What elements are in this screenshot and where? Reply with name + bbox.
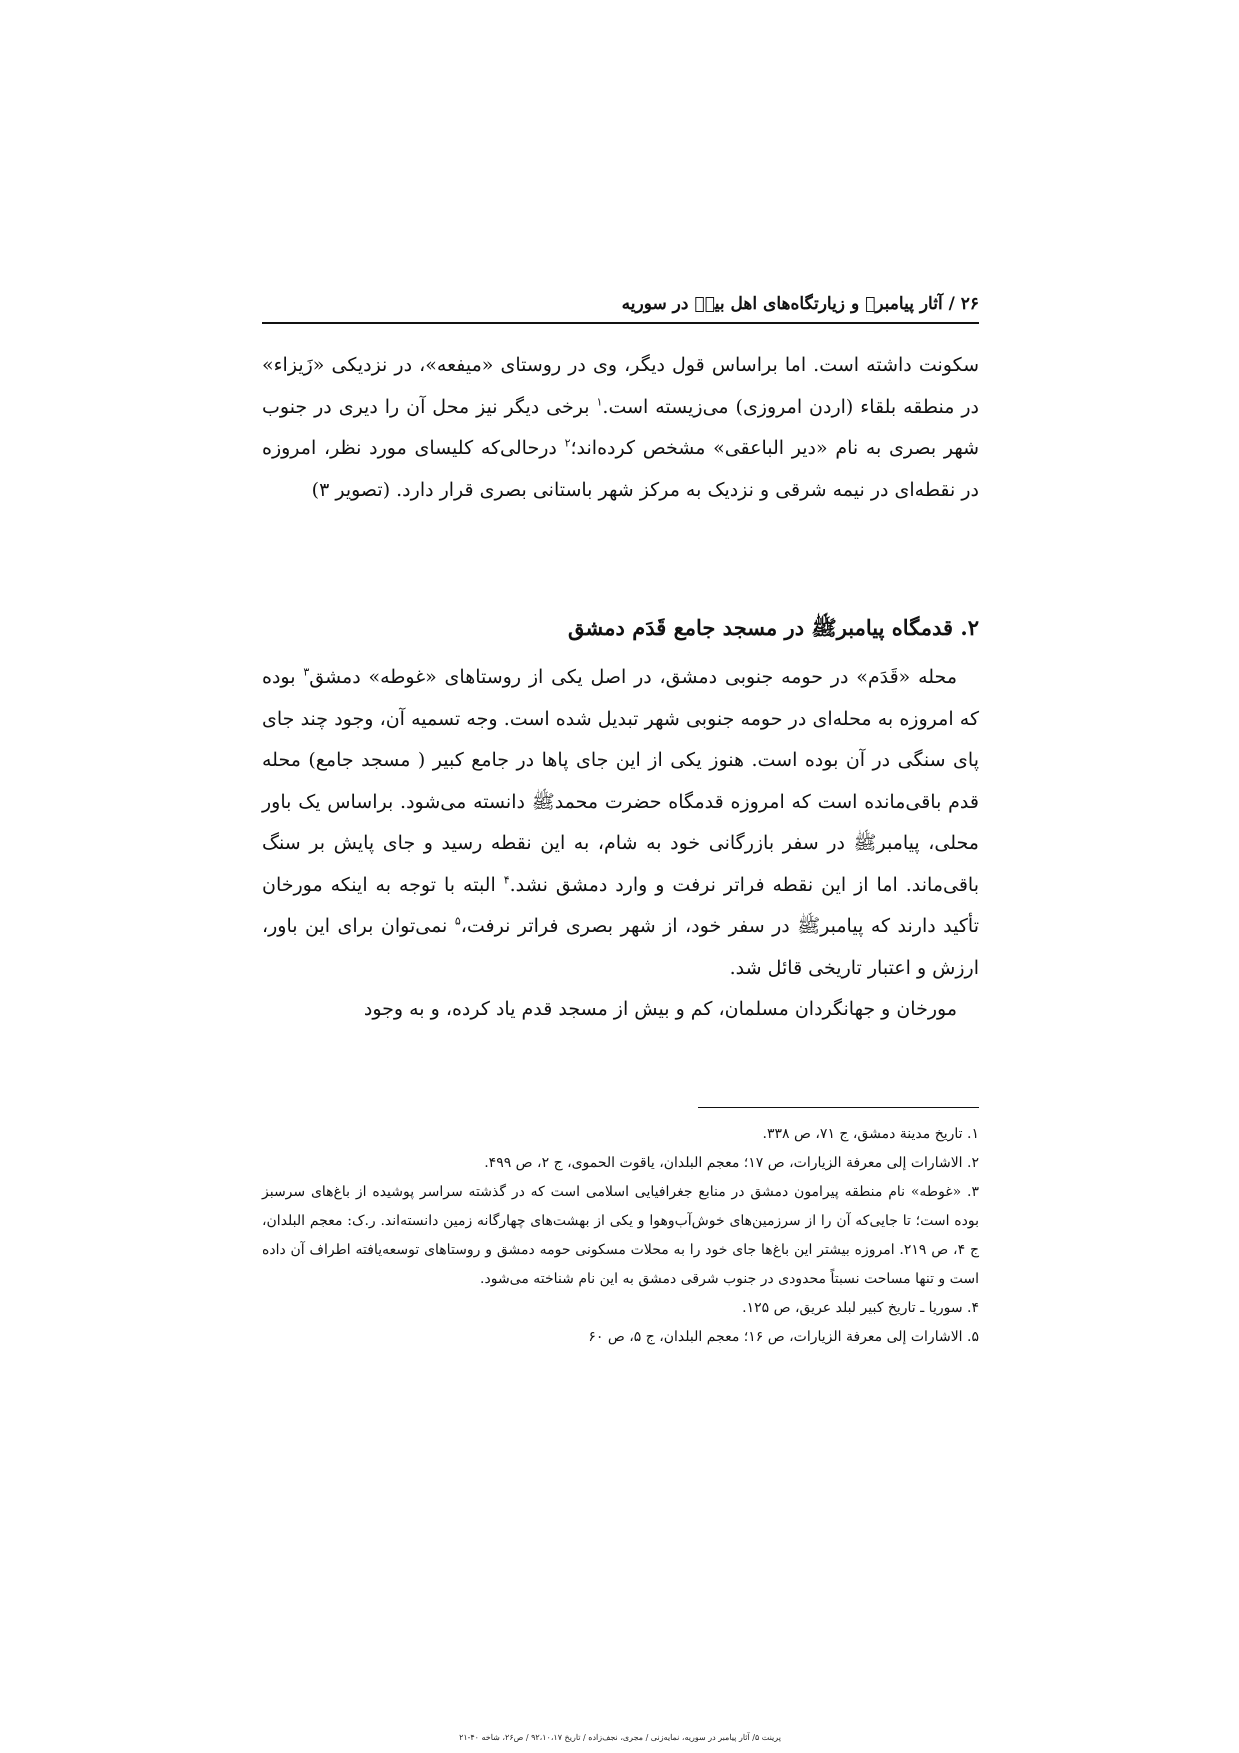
paragraph-3-text: مورخان و جهانگردان مسلمان، کم و بیش از مسجد قدم یاد کرده، و به وجود xyxy=(363,998,957,1020)
paragraph-3 xyxy=(262,989,979,1031)
footnote-2: ۲. الاشارات إلی معرفة الزیارات، ص ۱۷؛ معجم البلدان، یاقوت الحموی، ج ۲، ص ۴۹۹. xyxy=(484,1155,979,1171)
paragraph-1 xyxy=(262,345,979,511)
footnote-ref-4[interactable]: ۴ xyxy=(503,873,510,887)
body-paragraph xyxy=(262,345,979,511)
footnote-ref-3[interactable]: ۳ xyxy=(303,665,310,679)
footnote-1: ۱. تاریخ مدینة دمشق، ج ۷۱، ص ۳۳۸. xyxy=(762,1126,979,1142)
footnote-5: ۵. الاشارات إلی معرفة الزیارات، ص ۱۶؛ معجم البلدان، ج ۵، ص ۶۰ xyxy=(588,1329,979,1345)
paragraph-1-text-b: برخی دیگر نیز محل آن را دیری در جنوب شهر بصری به نام «دیر الباعقی» مشخص کرده‌اند؛ xyxy=(262,395,979,459)
paragraph-2-text-c: البته با توجه به اینکه مورخان تأکید دارند که پیامبرﷺ در سفر خود، از شهر بصری فراتر نرفت، xyxy=(262,873,979,937)
footnote-ref-1[interactable]: ۱ xyxy=(596,395,603,409)
footnotes xyxy=(262,1120,979,1352)
footnote-3: ۳. «غوطه» نام منطقه پیرامون دمشق در منابع جغرافیایی اسلامی است که در گذشته سراسر پوشیده از باغ‌های سرسبز بوده است؛ تا جایی‌که آن را از سرزمین‌های خوش‌آب‌وهوا و یکی از بهشت‌های چهارگانه زمین دانسته‌اند. ر.ک: معجم البلدان، ج ۴، ص ۲۱۹. امروزه بیشتر این باغ‌ها جای خود را به محلات مسکونی حومه دمشق و روستاهای توسعه‌یافته اطراف آن داده است و تنها مساحت نسبتاً محدودی در جنوب شرقی دمشق به این نام شناخته می‌شود. xyxy=(262,1184,979,1287)
paragraph-2-text-a: محله «قَدَم» در حومه جنوبی دمشق، در اصل یکی از روستاهای «غوطه» دمشق xyxy=(309,666,957,688)
section-heading: ۲. قدمگاه پیامبرﷺ در مسجد جامع قَدَم دمشق xyxy=(568,615,979,640)
running-head-text: ۲۶ / آثار پیامبرﷺ و زیارتگاه‌های اهل بیتؑ در سوریه xyxy=(621,294,979,314)
paragraph-2 xyxy=(262,657,979,989)
footnote-divider xyxy=(698,1107,979,1108)
paragraph-2-text-b: بوده که امروزه به محله‌ای در حومه جنوبی شهر تبدیل شده است. وجه تسمیه آن، وجود چند جای پای سنگی در آن بوده است. هنوز یکی از این جای پاها در جامع کبیر ( مسجد جامع) محله قدم باقی‌مانده است که امروزه قدمگاه حضرت محمدﷺ دانسته می‌شود. براساس یک باور محلی، پیامبرﷺ در سفر بازرگانی خود به شام، به این نقطه رسید و جای پایش بر سنگ باقی‌ماند. اما از این نقطه فراتر نرفت و وارد دمشق نشد. xyxy=(262,666,979,896)
print-footer: پرینت ۵/ آثار پیامبر در سوریه، نمایه‌زنی / مجری، نجف‌زاده / تاریخ ۹۲،۱۰،۱۷ / ص۲۶، شاخه ۴۰-۲۱ xyxy=(459,1733,781,1742)
running-head xyxy=(262,292,979,324)
footnote-4: ۴. سوریا ـ تاریخ کبیر لبلد عریق، ص ۱۲۵. xyxy=(742,1300,979,1316)
paragraph-1-text-c: درحالی‌که کلیسای مورد نظر، امروزه در نقطه‌ای در نیمه شرقی و نزدیک به مرکز شهر باستانی بصری قرار دارد. (تصویر ۳) xyxy=(262,437,979,501)
footnote-ref-5[interactable]: ۵ xyxy=(454,914,461,928)
footnote-ref-2[interactable]: ۲ xyxy=(564,436,571,450)
paragraph-2-text-d: نمی‌توان برای این باور، ارزش و اعتبار تاریخی قائل شد. xyxy=(262,915,979,979)
section-body xyxy=(262,657,979,1031)
paragraph-1-text-a: سکونت داشته است. اما براساس قول دیگر، وی در روستای «میفعه»، در نزدیکی «زَیزاء» در منطقه بلقاء (اردن امروزی) می‌زیسته است. xyxy=(262,354,979,418)
